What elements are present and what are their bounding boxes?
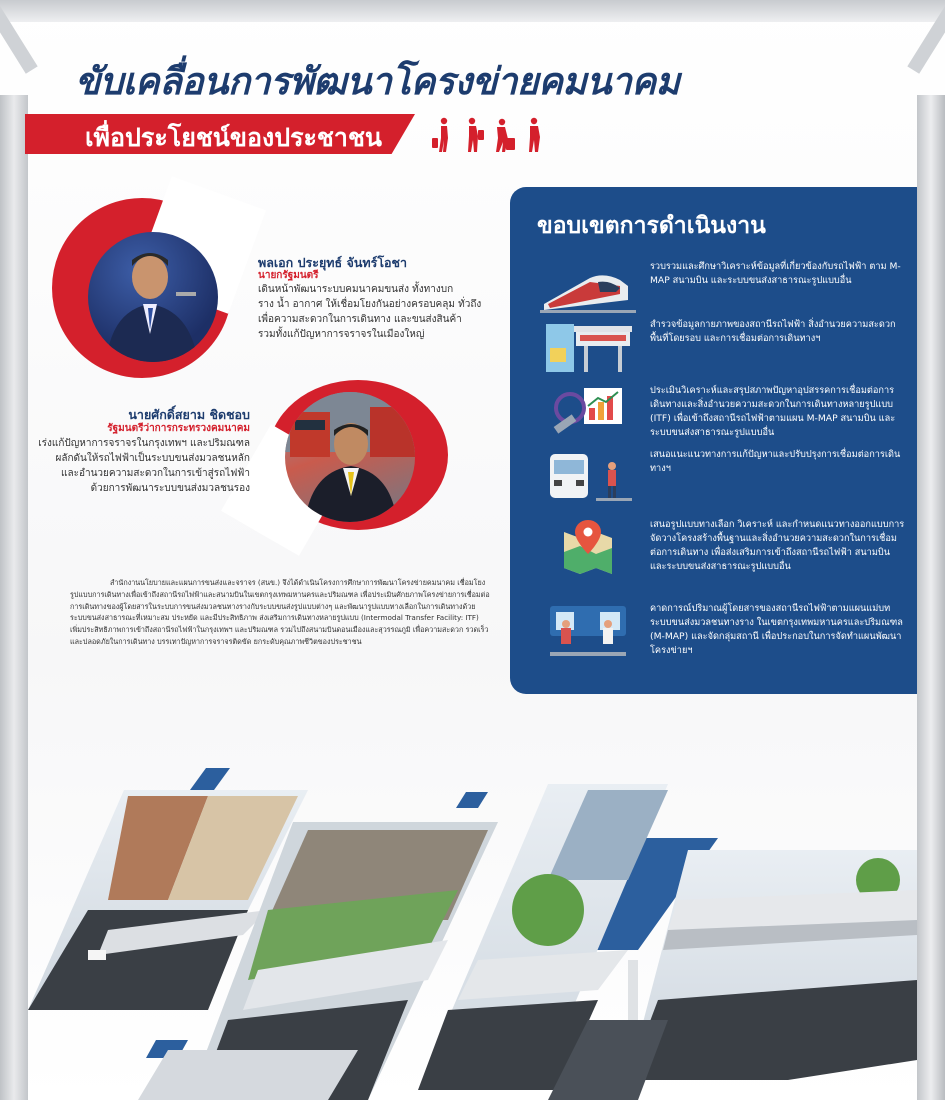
project-summary: สำนักงานนโยบายและแผนการขนส่งและจราจร (สนข.) จึงได้ดำเนินโครงการศึกษาการพัฒนาโครงข่ายคมนาคม เชื่อมโยงรูปแบบการเดินทางเพื่อเข้าถึงสถานีรถไฟฟ้าและสนามบินในเขตกรุงเทพมหานครและปริมณฑล เพื่อประเมินศักยภาพโครงข่ายการเชื่อมต่อการเดินทางของผู้โดยสารในระบบการขนส่งมวลชนทางรางกับระบบขนส่งรูปแบบต่างๆ และพัฒนารูปแบบทางเลือกในการเดินทางด้วยระบบขนส่งสาธารณะที่เหมาะสม ประหยัด และมีประสิทธิภาพ ส่งเสริมการเดินทางหลายรูปแบบ (Intermodal Transfer Facility: ITF) เพิ่มประสิทธิภาพการเข้าถึงสถานีรถไฟฟ้าในกรุงเทพฯ และปริมณฑล รวมไปถึงสนามบินดอนเมืองและสุวรรณภูมิ เพื่อความสะดวก รวดเร็ว และปลอดภัยในการเดินทาง บรรเทาปัญหาการจราจรติดขัด ยกระดับคุณภาพชีวิตของประชาชน — [70, 578, 490, 646]
page-title: ขับเคลื่อนการพัฒนาโครงข่ายคมนาคม — [75, 60, 680, 103]
quote-line: เดินหน้าพัฒนาระบบคมนาคมขนส่ง ทั้งทางบก — [258, 284, 454, 295]
scope-text: รวบรวมและศึกษาวิเคราะห์ข้อมูลที่เกี่ยวข้องกับรถไฟฟ้า ตาม M-MAP สนามบิน และระบบขนส่งสาธารณะรูปแบบอื่น — [650, 261, 901, 286]
scope-title: ขอบเขตการดำเนินงาน — [537, 213, 766, 239]
skywalk-renderings — [28, 760, 917, 1100]
stand-right-pole — [917, 95, 945, 1100]
train-icon — [540, 260, 636, 318]
stand-top-bar — [0, 0, 945, 22]
scope-text: เสนอรูปแบบทางเลือก วิเคราะห์ และกำหนดแนวทางออกแบบการจัดวางโครงสร้างพื้นฐานและสิ่งอำนวยความสะดวกในการเชื่อมต่อการเดินทาง เพื่อส่งเสริมการเข้าถึงสถานีรถไฟฟ้า สนามบิน และระบบขนส่งสาธารณะรูปแบบอื่น — [650, 519, 905, 572]
person1-quote — [258, 282, 508, 342]
person1-name: พลเอก ประยุทธ์ จันทร์โอชา — [258, 255, 408, 270]
commuters-icon — [540, 602, 636, 660]
scope-text: ประเมินวิเคราะห์และสรุปสภาพปัญหาอุปสรรคการเชื่อมต่อการเดินทางและสิ่งอำนวยความสะดวกในการเดินทางหลายรูปแบบ (ITF) เพื่อเข้าถึงสถานีรถไฟฟ้าตามแผน M-MAP สนามบิน และระบบขนส่งสาธารณะรูปแบบอื่น — [650, 385, 896, 438]
stand-left-pole — [0, 95, 28, 1100]
portrait-prime-minister — [88, 232, 218, 362]
scope-text: สำรวจข้อมูลกายภาพของสถานีรถไฟฟ้า สิ่งอำนวยความสะดวก พื้นที่โดยรอบ และการเชื่อมต่อการเดินทางฯ — [650, 319, 896, 344]
scope-text: เสนอแนะแนวทางการแก้ปัญหาและปรับปรุงการเชื่อมต่อการเดินทางฯ — [650, 449, 901, 474]
quote-line: ราง น้ำ อากาศ ให้เชื่อมโยงกันอย่างครอบคลุม ทั่วถึง — [258, 299, 482, 310]
subtitle: เพื่อประโยชน์ของประชาชน — [85, 123, 382, 152]
quote-line: เร่งแก้ปัญหาการจราจรในกรุงเทพฯ และปริมณฑล — [38, 438, 250, 449]
person2-role: รัฐมนตรีว่าการกระทรวงคมนาคม — [107, 423, 250, 434]
quote-line: ผลักดันให้รถไฟฟ้าเป็นระบบขนส่งมวลชนหลัก — [55, 453, 250, 464]
quote-line: รวมทั้งแก้ปัญหาการจราจรในเมืองใหญ่ — [258, 329, 425, 340]
quote-line: เพื่อความสะดวกในการเดินทาง และขนส่งสินค้า — [258, 314, 462, 325]
station-icon — [540, 318, 636, 376]
person2-quote — [36, 436, 250, 496]
person1-role: นายกรัฐมนตรี — [258, 270, 319, 281]
quote-line: และอำนวยความสะดวกในการเข้าสู่รถไฟฟ้า — [61, 468, 250, 479]
bus-passenger-icon — [540, 448, 636, 506]
person2-name: นายศักดิ์สยาม ชิดชอบ — [128, 407, 250, 422]
quote-line: ด้วยการพัฒนาระบบขนส่งมวลชนรอง — [90, 483, 250, 494]
map-pin-icon — [540, 518, 636, 576]
travelers-icon — [432, 116, 552, 156]
scope-text: คาดการณ์ปริมาณผู้โดยสารของสถานีรถไฟฟ้าตามแผนแม่บทระบบขนส่งมวลชนทางราง ในเขตกรุงเทพมหานครและปริมณฑล (M-MAP) และจัดกลุ่มสถานี เพื่อประกอบในการจัดทำแผนพัฒนาโครงข่ายฯ — [650, 603, 903, 656]
analysis-chart-icon — [540, 384, 636, 442]
portrait-transport-minister — [285, 392, 415, 522]
